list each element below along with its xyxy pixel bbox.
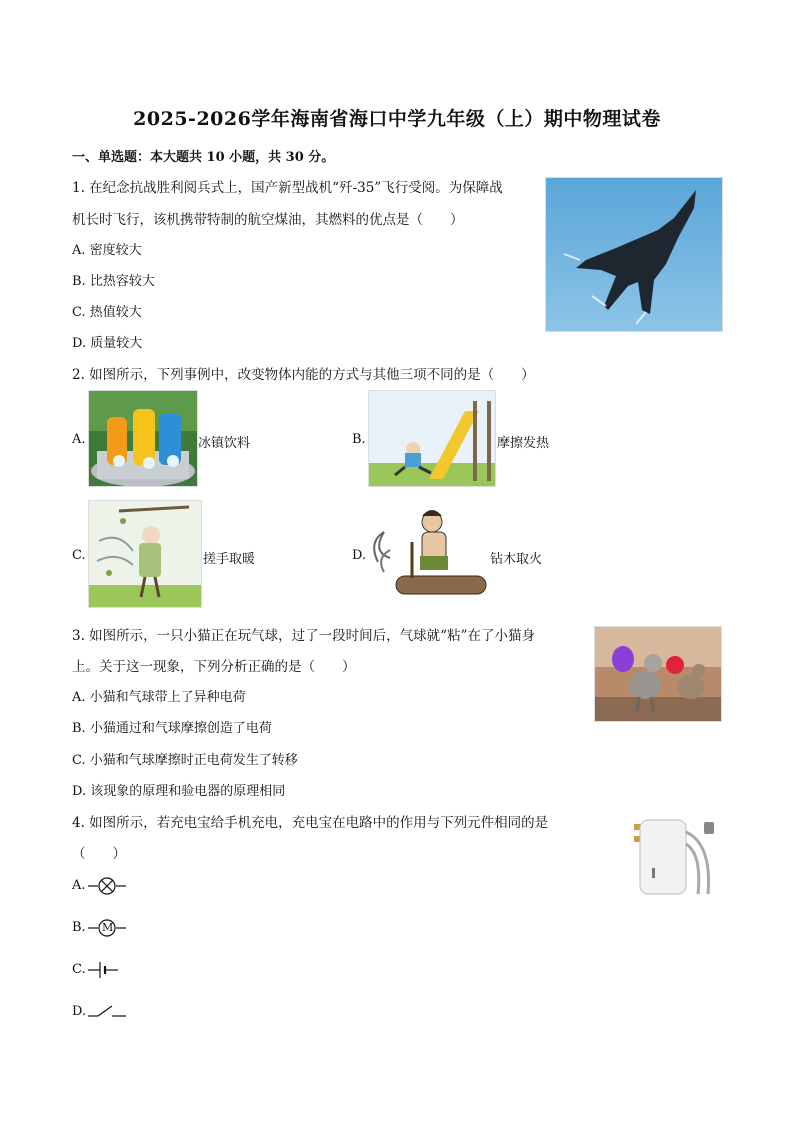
- q1-option-a: A. 密度较大: [72, 243, 142, 258]
- q2-a-text: 冰镇饮料: [198, 436, 251, 451]
- motor-symbol-icon: [88, 918, 126, 938]
- q3-option-c: C. 小猫和气球摩擦时正电荷发生了转移: [72, 753, 298, 768]
- power-bank-image: [624, 814, 720, 896]
- q2-stem-line1: 2. 如图所示，下列事例中，改变物体内能的方式与其他三项不同的是（ ）: [72, 367, 535, 383]
- q3-option-d: D. 该现象的原理和验电器的原理相同: [72, 784, 286, 799]
- lamp-symbol-icon: [88, 876, 126, 900]
- q4-option-c-letter: C.: [72, 962, 86, 977]
- drill-fire-image: [368, 502, 488, 602]
- q1-stem-line1: 1. 在纪念抗战胜利阅兵式上，国产新型战机“歼-35”飞行受阅。为保障战: [72, 180, 503, 196]
- q1-stem-line2: 机长时飞行，该机携带特制的航空煤油，其燃料的优点是（ ）: [72, 212, 464, 228]
- slide-friction-image: [368, 390, 496, 487]
- q4-option-b-letter: B.: [72, 920, 86, 935]
- q3-option-b: B. 小猫通过和气球摩擦创造了电荷: [72, 721, 272, 736]
- q2-c-text: 搓手取暖: [203, 552, 256, 567]
- fighter-jet-image: [545, 177, 723, 332]
- q4-option-a-letter: A.: [72, 878, 86, 893]
- q2-b-letter: B.: [352, 432, 366, 447]
- q2-d-text: 钻木取火: [490, 552, 543, 567]
- q4-stem-line1: 4. 如图所示，若充电宝给手机充电，充电宝在电路中的作用与下列元件相同的是: [72, 815, 549, 831]
- q1-option-d: D. 质量较大: [72, 336, 143, 351]
- switch-symbol-icon: [88, 1002, 126, 1026]
- motor-symbol-letter: M: [102, 921, 114, 934]
- q1-option-b: B. 比热容较大: [72, 274, 155, 289]
- cat-balloon-image: [594, 626, 722, 722]
- q3-stem-line2: 上。关于这一现象，下列分析正确的是（ ）: [72, 659, 356, 675]
- q1-option-c: C. 热值较大: [72, 305, 142, 320]
- page-title: 2025-2026学年海南省海口中学九年级（上）期中物理试卷: [133, 108, 661, 130]
- rubbing-hands-image: [88, 500, 202, 608]
- q2-a-letter: A.: [72, 432, 86, 447]
- q4-stem-line2: （ ）: [72, 846, 126, 862]
- q2-c-letter: C.: [72, 548, 86, 563]
- q2-d-letter: D.: [352, 548, 367, 563]
- q3-option-a: A. 小猫和气球带上了异种电荷: [72, 690, 246, 705]
- q2-b-text: 摩擦发热: [497, 436, 550, 451]
- iced-drinks-image: [88, 390, 198, 487]
- q3-stem-line1: 3. 如图所示，一只小猫正在玩气球，过了一段时间后，气球就“粘”在了小猫身: [72, 628, 535, 644]
- section-heading: 一、单选题：本大题共 10 小题，共 30 分。: [72, 150, 335, 165]
- q4-option-d-letter: D.: [72, 1004, 87, 1019]
- battery-symbol-icon: [88, 960, 118, 984]
